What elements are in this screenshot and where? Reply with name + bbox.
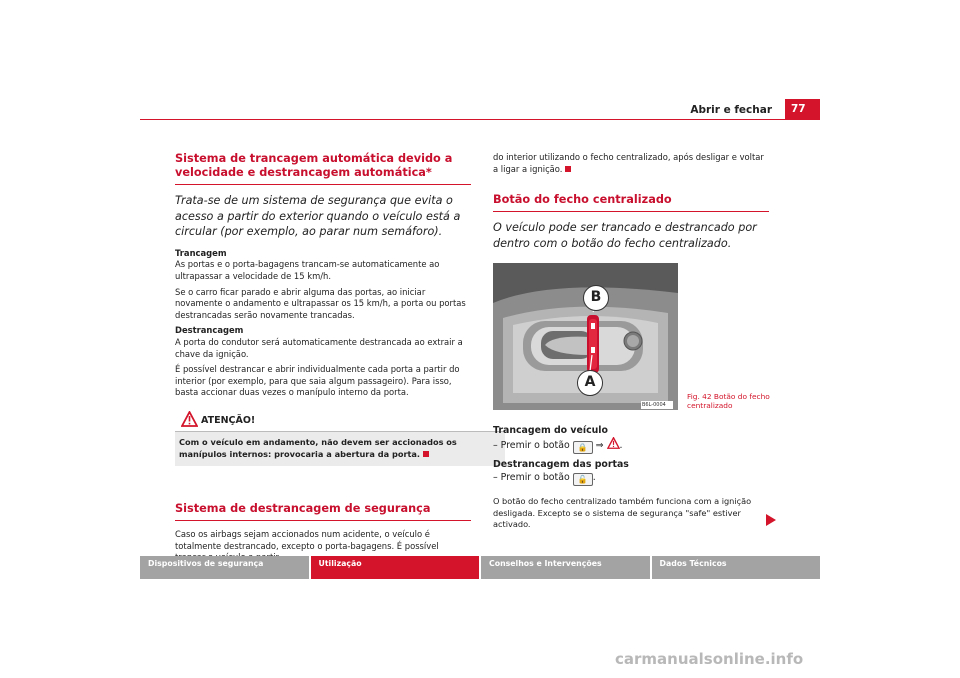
- section-intro-central-lock: O veículo pode ser trancado e destrancado por dentro com o botão do fecho centralizado.: [493, 221, 757, 250]
- subheading-unlock-doors: Destrancagem das portas: [493, 459, 629, 470]
- watermark: carmanualsonline.info: [615, 650, 804, 668]
- unlock-button-icon: 🔓: [573, 473, 593, 486]
- see-arrow: ⇒: [595, 440, 604, 451]
- footer-tab-advice[interactable]: Conselhos e Intervenções: [481, 556, 652, 579]
- unlock-step-text: – Premir o botão: [493, 472, 570, 483]
- warning-header: [175, 409, 505, 432]
- continued-text: do interior utilizando o fecho centralizado, após desligar e voltar a ligar a ignição.: [493, 152, 764, 174]
- end-of-section-mark: [423, 451, 429, 457]
- subheading-lock: Trancagem: [175, 247, 227, 258]
- lock-paragraph-1: As portas e o porta-bagagens trancam-se automaticamente ao ultrapassar a velocidade de 15 km/h.: [175, 259, 440, 281]
- unlock-paragraph-1: A porta do condutor será automaticamente destrancada ao extrair a chave da ignição.: [175, 336, 463, 359]
- warning-text: Com o veículo em andamento, não devem ser accionados os manípulos internos: provocaria a abertura da porta.: [179, 436, 457, 459]
- continued-paragraph: [493, 152, 769, 175]
- warning-box: [175, 409, 505, 466]
- footer-tab-technical-data[interactable]: Dados Técnicos: [652, 556, 821, 579]
- section-intro-auto-lock: Trata-se de um sistema de segurança que evita o acesso a partir do exterior quando o veículo está a circular (por exemplo, ao parar num semáforo).: [175, 194, 461, 239]
- final-paragraph: O botão do fecho centralizado também funciona com a ignição desligada. Excepto se o sistema de segurança "safe" estiver activado.: [493, 496, 752, 530]
- warning-text-block: [175, 432, 505, 460]
- safety-unlock-paragraph: Caso os airbags sejam accionados num acidente, o veículo é totalmente destrancado, excepto o porta-bagagens. É possível: [175, 529, 439, 551]
- callout-a: A: [577, 370, 603, 396]
- subheading-lock-vehicle: Trancagem do veículo: [493, 425, 608, 436]
- figure-caption: Fig. 42 Botão do fecho centralizado: [687, 392, 770, 410]
- footer-tab-use[interactable]: Utilização: [311, 556, 482, 579]
- warning-title: ATENÇÃO!: [201, 414, 256, 426]
- warning-triangle-icon: [607, 437, 620, 449]
- unlock-step: – Premir o botão 🔓 .: [493, 472, 596, 484]
- right-column-top: [493, 152, 769, 259]
- right-column-bottom: [493, 424, 769, 535]
- warning-triangle-icon: [181, 411, 198, 427]
- figure-door-panel: [493, 263, 678, 410]
- page-header-title: Abrir e fechar: [690, 104, 772, 116]
- page-number: 77: [785, 99, 820, 119]
- lock-step: – Premir o botão 🔒 ⇒ .: [493, 437, 769, 454]
- footer-nav: [140, 556, 820, 579]
- section-heading-central-lock-button: Botão do fecho centralizado: [493, 193, 769, 212]
- lock-button-icon: 🔒: [573, 441, 593, 454]
- lock-paragraph-2: Se o carro ficar parado e abrir alguma das portas, ao iniciar novamente o andamento e ultrapassar os 15 km/h, a porta ou portas destrancadas serão novamente trancadas.: [175, 286, 466, 320]
- end-of-section-mark: [565, 166, 571, 172]
- section-heading-safety-unlock: Sistema de destrancagem de segurança: [175, 502, 471, 521]
- figure-code: B6L-0004: [642, 402, 666, 408]
- unlock-paragraph-2: É possível destrancar e abrir individualmente cada porta a partir do interior (por exemplo, para que saia algum passageiro). Para isso, basta accionar duas vezes o manípulo interno da porta.: [175, 364, 460, 398]
- next-page-arrow-icon[interactable]: [766, 514, 776, 526]
- footer-tab-safety-devices[interactable]: Dispositivos de segurança: [140, 556, 311, 579]
- left-column: [175, 152, 471, 568]
- lock-step-text: – Premir o botão: [493, 440, 570, 451]
- header-divider: [140, 119, 820, 120]
- section-heading-auto-lock: Sistema de trancagem automática devido a velocidade e destrancagem automática*: [175, 152, 471, 185]
- subheading-unlock: Destrancagem: [175, 325, 244, 336]
- callout-b: B: [583, 285, 609, 311]
